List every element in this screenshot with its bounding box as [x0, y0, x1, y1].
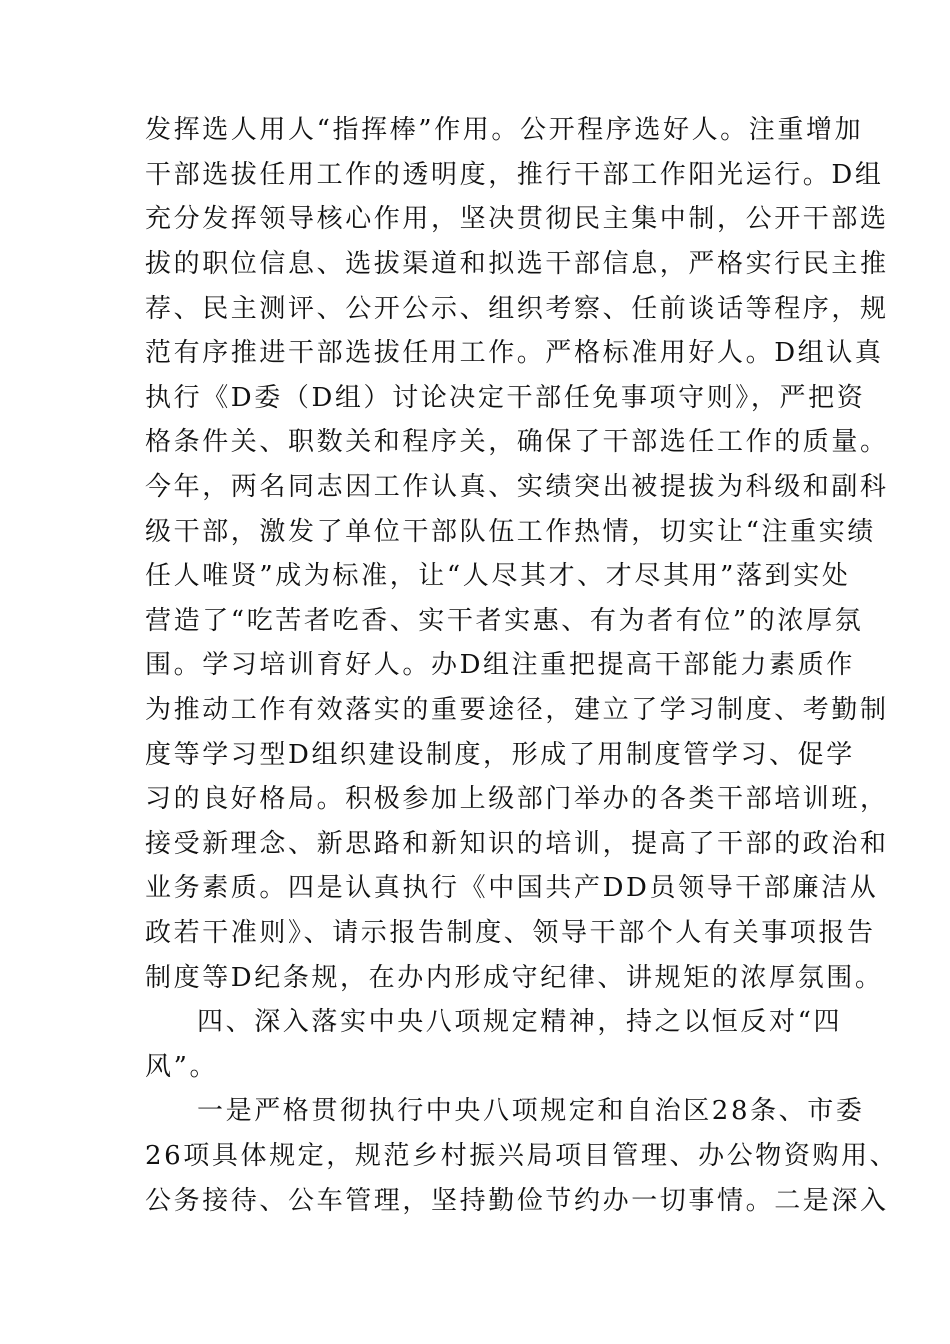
text-line: 政若干准则》、请示报告制度、领导干部个人有关事项报告 [145, 918, 876, 948]
text-line: 格条件关、职数关和程序关，确保了干部选任工作的质量。 [145, 427, 889, 457]
text-line: 习的良好格局。积极参加上级部门举办的各类干部培训班， [145, 784, 889, 814]
text-line: 干部选拔任用工作的透明度，推行干部工作阳光运行。D组 [145, 160, 884, 190]
text-line: 营造了“吃苦者吃香、实干者实惠、有为者有位”的浓厚氛 [145, 606, 864, 636]
text-line: 充分发挥领导核心作用，坚决贯彻民主集中制，公开干部选 [145, 204, 889, 234]
text-line: 范有序推进干部选拔任用工作。严格标准用好人。D组认真 [145, 338, 884, 368]
text-line: 度等学习型D组织建设制度，形成了用制度管学习、促学 [145, 740, 855, 770]
text-line: 围。学习培训育好人。办D组注重把提高干部能力素质作 [145, 650, 855, 680]
section-heading: 四、深入落实中央八项规定精神，持之以恒反对“四 [197, 1007, 843, 1037]
text-line: 执行《D委（D组）讨论决定干部任免事项守则》，严把资 [145, 383, 866, 413]
section-heading-continued: 风”。 [145, 1052, 219, 1082]
paragraph-first-line: 一是严格贯彻执行中央八项规定和自治区28条、市委 [197, 1096, 865, 1126]
text-line: 26项具体规定，规范乡村振兴局项目管理、办公物资购用、 [145, 1141, 899, 1171]
text-line: 接受新理念、新思路和新知识的培训，提高了干部的政治和 [145, 829, 889, 859]
text-line: 为推动工作有效落实的重要途径，建立了学习制度、考勤制 [145, 695, 889, 725]
text-line: 荐、民主测评、公开公示、组织考察、任前谈话等程序，规 [145, 294, 889, 324]
text-line: 制度等D纪条规，在办内形成守纪律、讲规矩的浓厚氛围。 [145, 963, 884, 993]
text-line: 级干部，激发了单位干部队伍工作热情，切实让“注重实绩 [145, 517, 876, 547]
text-line: 业务素质。四是认真执行《中国共产DD员领导干部廉洁从 [145, 873, 879, 903]
text-line: 拔的职位信息、选拔渠道和拟选干部信息，严格实行民主推 [145, 249, 889, 279]
text-line: 任人唯贤”成为标准，让“人尽其才、才尽其用”落到实处 [145, 561, 851, 591]
text-line: 发挥选人用人“指挥棒”作用。公开程序选好人。注重增加 [145, 115, 864, 145]
text-line: 今年，两名同志因工作认真、实绩突出被提拔为科级和副科 [145, 472, 889, 502]
text-line: 公务接待、公车管理，坚持勤俭节约办一切事情。二是深入 [145, 1186, 889, 1216]
